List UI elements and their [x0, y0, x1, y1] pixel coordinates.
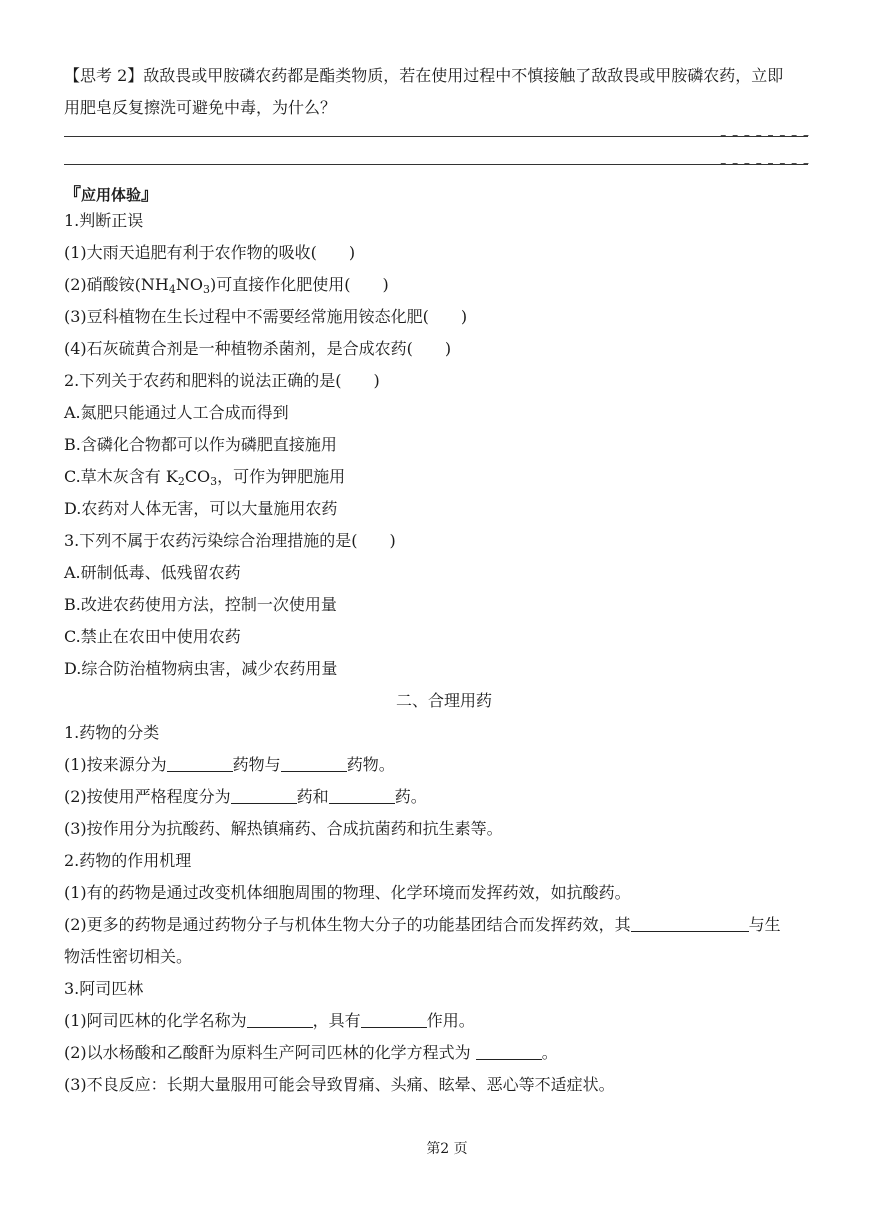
q3-option-c[interactable]: C.禁止在农田中使用农药: [64, 627, 241, 646]
s2q2-line1: (1)有的药物是通过改变机体细胞周围的物理、化学环境而发挥药效，如抗酸药。: [64, 883, 631, 902]
s2q1-l1-c: 药物。: [346, 755, 395, 774]
q2-option-c-sub2: 3: [210, 475, 218, 488]
page-number: 第2 页: [426, 1141, 468, 1157]
q2-option-c-end: ，可作为钾肥施用: [217, 467, 346, 486]
think2-line1: [64, 60, 824, 92]
s2q3-line2: [64, 1037, 824, 1069]
q2-option-c-mid: CO: [184, 467, 211, 486]
s2q3-line3: (3)不良反应：长期大量服用可能会导致胃痛、头痛、眩晕、恶心等不适症状。: [64, 1075, 615, 1094]
s2q1-line1: [64, 749, 824, 781]
blank-effect[interactable]: [361, 1009, 427, 1028]
blank-structure[interactable]: [631, 913, 749, 932]
blank-strictness-1[interactable]: [231, 785, 297, 804]
q1-item-2-mid: NO: [175, 275, 203, 294]
q2-option-b[interactable]: B.含磷化合物都可以作为磷肥直接施用: [64, 435, 337, 454]
q2-title: 2.下列关于农药和肥料的说法正确的是( ): [64, 371, 380, 390]
s2q3-l1-a: (1)阿司匹林的化学名称为: [64, 1011, 247, 1030]
q1-item-2-start: (2)硝酸铵(NH: [64, 275, 169, 294]
q3-option-d[interactable]: D.综合防治植物病虫害，减少农药用量: [64, 659, 338, 678]
q3-title: 3.下列不属于农药污染综合治理措施的是( ): [64, 531, 396, 550]
s2q3-l1-c: 作用。: [426, 1011, 475, 1030]
think2-line2: [64, 92, 824, 124]
think2-text-line2: 用肥皂反复擦洗可避免中毒，为什么？: [64, 98, 337, 117]
q2-option-d[interactable]: D.农药对人体无害，可以大量施用农药: [64, 499, 338, 518]
q3-option-b[interactable]: B.改进农药使用方法，控制一次使用量: [64, 595, 337, 614]
s2q2-line3: 物活性密切相关。: [64, 947, 193, 966]
q1-item-2-sub1: 4: [168, 283, 176, 296]
s2q3-line1: [64, 1005, 824, 1037]
think2-tag: 【思考 2】: [64, 66, 144, 85]
application-title: 应用体验: [81, 186, 142, 204]
q1-item-4: (4)石灰硫黄合剂是一种植物杀菌剂，是合成农药( ): [64, 339, 452, 358]
header-close-bracket: 』: [141, 185, 159, 205]
application-header: [64, 173, 824, 205]
blank-strictness-2[interactable]: [329, 785, 395, 804]
s2q1-line2: [64, 781, 824, 813]
s2q2-title: 2.药物的作用机理: [64, 851, 192, 870]
s2q3-l1-b: ，具有: [312, 1011, 361, 1030]
s2q1-l2-b: 药和: [296, 787, 329, 806]
think2-text-line1: 敌敌畏或甲胺磷农药都是酯类物质，若在使用过程中不慎接触了敌敌畏或甲胺磷农药，立即: [143, 66, 784, 85]
blank-equation[interactable]: [476, 1041, 542, 1060]
q1-title: 1.判断正误: [64, 211, 144, 230]
q1-item-2: [64, 269, 824, 301]
blank-source-2[interactable]: [281, 753, 347, 772]
s2q1-title: 1.药物的分类: [64, 723, 160, 742]
answer-line-1[interactable]: – – – – – – – –: [64, 136, 808, 137]
s2q1-l2-c: 药。: [394, 787, 427, 806]
blank-source-1[interactable]: [167, 753, 233, 772]
q1-item-2-sub2: 3: [203, 283, 210, 296]
q2-option-c-start: C.草木灰含有 K: [64, 467, 178, 486]
s2q3-l2-b: 。: [541, 1043, 558, 1062]
document-page: [64, 60, 824, 1101]
q2-option-c-sub1: 2: [177, 475, 185, 488]
s2q2-line2: [64, 909, 824, 941]
q2-option-a[interactable]: A.氮肥只能通过人工合成而得到: [64, 403, 289, 422]
q1-item-1: (1)大雨天追肥有利于农作物的吸收( ): [64, 243, 356, 262]
blank-chem-name[interactable]: [247, 1009, 313, 1028]
s2q3-title: 3.阿司匹林: [64, 979, 144, 998]
s2q2-l2-b: 与生: [748, 915, 781, 934]
s2q1-l1-a: (1)按来源分为: [64, 755, 167, 774]
q1-item-3: (3)豆科植物在生长过程中不需要经常施用铵态化肥( ): [64, 307, 468, 326]
q3-option-a[interactable]: A.研制低毒、低残留农药: [64, 563, 241, 582]
s2q1-line3: (3)按作用分为抗酸药、解热镇痛药、合成抗菌药和抗生素等。: [64, 819, 503, 838]
answer-line-2[interactable]: – – – – – – – –: [64, 164, 808, 165]
section2-title: 二、合理用药: [395, 691, 492, 710]
s2q2-l2-a: (2)更多的药物是通过药物分子与机体生物大分子的功能基团结合而发挥药效，其: [64, 915, 631, 934]
s2q1-l2-a: (2)按使用严格程度分为: [64, 787, 231, 806]
q1-item-2-end: )可直接作化肥使用( ): [210, 275, 389, 294]
q2-option-c[interactable]: [64, 461, 824, 493]
s2q3-l2-a: (2)以水杨酸和乙酸酐为原料生产阿司匹林的化学方程式为: [64, 1043, 476, 1062]
s2q1-l1-b: 药物与: [232, 755, 281, 774]
header-open-bracket: 『: [64, 185, 81, 205]
